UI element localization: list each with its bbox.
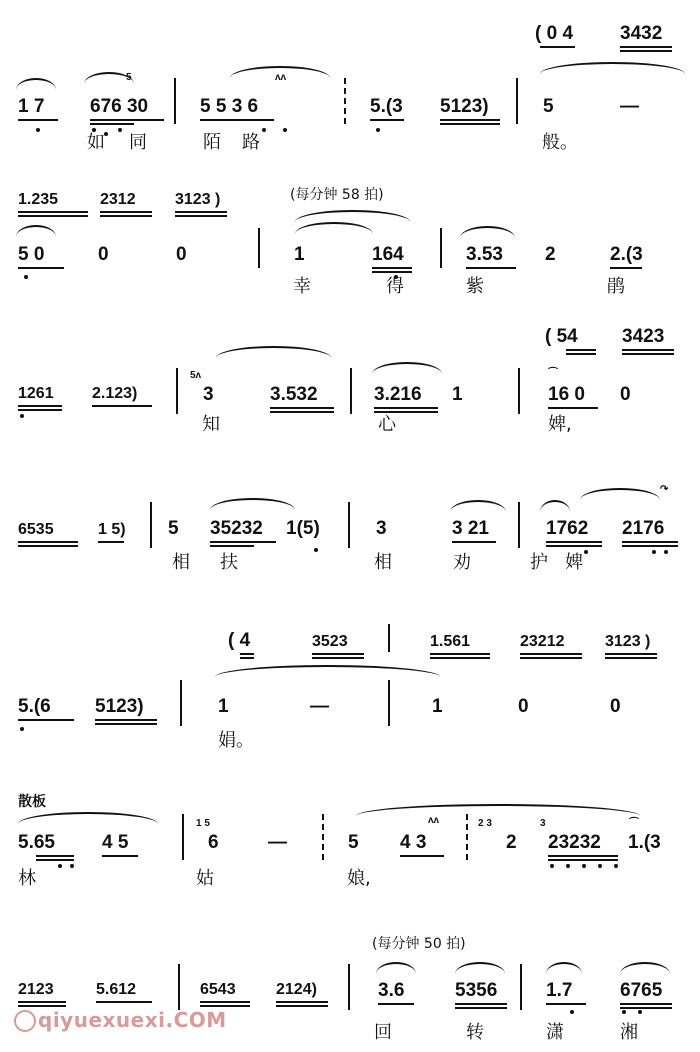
barline bbox=[388, 624, 390, 652]
melody-note: 164 bbox=[372, 244, 404, 265]
barline bbox=[520, 964, 522, 1010]
melody-note: 1261 bbox=[18, 385, 54, 402]
instrumental-note: 3432 bbox=[620, 23, 663, 44]
melody-note: 5.(3 bbox=[370, 96, 403, 117]
lyric: 鹃 bbox=[607, 276, 625, 297]
barline bbox=[180, 680, 182, 726]
barline bbox=[150, 502, 152, 548]
lyric: 护 bbox=[530, 552, 548, 573]
lyric: 娟。 bbox=[218, 730, 254, 751]
lyric: 回 bbox=[374, 1022, 392, 1043]
section-label-sanban: 散板 bbox=[18, 794, 46, 810]
lyric: 知 bbox=[202, 414, 220, 435]
lyric: 心 bbox=[378, 414, 396, 435]
barline bbox=[516, 78, 518, 124]
melody-note: 2.123) bbox=[92, 385, 138, 402]
barline bbox=[518, 502, 520, 548]
melody-note: 6765 bbox=[620, 980, 663, 1001]
watermark: qiyuexuexi.COM bbox=[38, 1008, 227, 1032]
melody-note: 1 bbox=[432, 696, 443, 717]
lyric: 姑 bbox=[196, 868, 214, 889]
melody-note: — bbox=[310, 696, 329, 717]
melody-note: 0 bbox=[610, 696, 621, 717]
melody-note: 5356 bbox=[455, 980, 498, 1001]
lyric: 般。 bbox=[542, 132, 578, 153]
melody-note: 5.65 bbox=[18, 832, 55, 853]
lyric: 林 bbox=[18, 868, 36, 889]
lyric: 得 bbox=[386, 276, 404, 297]
lyric: 婢 bbox=[565, 552, 583, 573]
instrumental-note: 2312 bbox=[100, 191, 136, 208]
melody-note: 5.612 bbox=[96, 981, 137, 998]
melody-note: 1(5) bbox=[286, 518, 320, 539]
melody-note: 1762 bbox=[546, 518, 589, 539]
instrumental-note: 3423 bbox=[622, 326, 665, 347]
melody-note: 6543 bbox=[200, 981, 236, 998]
melody-note: 2124) bbox=[276, 981, 317, 998]
tempo-marking: (每分钟 58 拍) bbox=[290, 187, 384, 203]
barline bbox=[178, 964, 180, 1010]
melody-note: 35232 bbox=[210, 518, 263, 539]
melody-note: 5 bbox=[543, 96, 554, 117]
instrumental-note: 1.561 bbox=[430, 633, 471, 650]
barline bbox=[388, 680, 390, 726]
melody-note: 2 bbox=[545, 244, 556, 265]
instrumental-note: ( 0 4 bbox=[535, 23, 574, 44]
lyric: 相 bbox=[374, 552, 392, 573]
melody-note: 5 bbox=[168, 518, 179, 539]
lyric: 相 bbox=[172, 552, 190, 573]
instrumental-note: 3123 ) bbox=[605, 633, 651, 650]
melody-note: 2123 bbox=[18, 981, 54, 998]
melody-note: 3 21 bbox=[452, 518, 489, 539]
barline bbox=[466, 814, 468, 860]
melody-note: — bbox=[620, 96, 639, 117]
barline bbox=[258, 228, 260, 268]
melody-note: 3.6 bbox=[378, 980, 405, 1001]
melody-note: 1 bbox=[452, 384, 463, 405]
melody-note: 16 0 bbox=[548, 384, 585, 405]
melody-note: 3.53 bbox=[466, 244, 503, 265]
melody-note: 0 bbox=[176, 244, 187, 265]
melody-note: 6535 bbox=[18, 521, 54, 538]
lyric: 娘, bbox=[347, 868, 371, 889]
barline bbox=[348, 502, 350, 548]
lyric: 潇 bbox=[546, 1022, 564, 1043]
melody-note: 1 bbox=[218, 696, 229, 717]
lyric: 陌 bbox=[203, 132, 221, 153]
barline bbox=[344, 78, 346, 124]
melody-note: 676 30 bbox=[90, 96, 149, 117]
melody-note: 3 bbox=[376, 518, 387, 539]
melody-note: 0 bbox=[98, 244, 109, 265]
melody-note: 5 0 bbox=[18, 244, 45, 265]
melody-note: 5123) bbox=[440, 96, 489, 117]
melody-note: 0 bbox=[518, 696, 529, 717]
barline bbox=[182, 814, 184, 860]
melody-note: 3.532 bbox=[270, 384, 318, 405]
melody-note: 1.(3 bbox=[628, 832, 661, 853]
lyric: 湘 bbox=[620, 1022, 638, 1043]
lyric: 路 bbox=[242, 132, 260, 153]
melody-note: 2.(3 bbox=[610, 244, 643, 265]
lyric: 同 bbox=[129, 132, 147, 153]
lyric: 劝 bbox=[453, 552, 471, 573]
barline bbox=[322, 814, 324, 860]
melody-note: 5 bbox=[348, 832, 359, 853]
lyric: 扶 bbox=[220, 552, 238, 573]
melody-note: 1 bbox=[294, 244, 305, 265]
melody-note: 4 3 bbox=[400, 832, 427, 853]
melody-note: 5.(6 bbox=[18, 696, 51, 717]
melody-note: 2176 bbox=[622, 518, 665, 539]
barline bbox=[348, 964, 350, 1010]
instrumental-note: 3523 bbox=[312, 633, 348, 650]
melody-note: — bbox=[268, 832, 287, 853]
melody-note: 1.7 bbox=[546, 980, 573, 1001]
melody-note: 1 5) bbox=[98, 521, 126, 538]
instrumental-note: ( 4 bbox=[228, 630, 251, 651]
melody-note: 2 bbox=[506, 832, 517, 853]
barline bbox=[174, 78, 176, 124]
barline bbox=[176, 368, 178, 414]
lyric: 幸 bbox=[293, 276, 311, 297]
melody-note: 6 bbox=[208, 832, 219, 853]
barline bbox=[440, 228, 442, 268]
barline bbox=[350, 368, 352, 414]
lyric: 婢, bbox=[548, 414, 572, 435]
instrumental-note: 1.235 bbox=[18, 191, 59, 208]
instrumental-note: 23212 bbox=[520, 633, 565, 650]
instrumental-note: 3123 ) bbox=[175, 191, 221, 208]
tempo-marking: (每分钟 50 拍) bbox=[372, 936, 466, 952]
lyric: 紫 bbox=[466, 276, 484, 297]
instrumental-note: ( 54 bbox=[545, 326, 578, 347]
score-page: ( 0 4 3432 5 ᴧᴧ 1 7 676 30 5 5 3 6 5.(3 5123) 5 — 如 同 陌 路 般。 1.235 2312 3123 ) (每分钟 58 拍) 5 0 0 0 1 164 3.53 2 2.(3 幸 得 紫 鹃 ( 54 3423 5ᴧ ⌒ 1261 2.123) 3 3.532 3.216 1 16 0 0 知 心 婢, ↷ 6535 1 5) 5 35232 1(5) 3 3 21 1762 2176 相 扶 相 劝 护 婢 ( 4 3523 1.561 23212 3123 ) 5.(6 5123) 1 — 1 0 0 娟。 散板 1 5 ᴧᴧ 2 3 3 ⌒ 5.65 4 5 6 — 5 4 3 2 23232 1.(3 林 姑 娘, (每分钟 50 拍) 2123 5.612 6543 2124) 3.6 5356 1.7 6765 回 转 潇 湘 qiyuexuexi.COM bbox=[0, 0, 700, 1052]
melody-note: 3 bbox=[203, 384, 214, 405]
melody-note: 0 bbox=[620, 384, 631, 405]
lyric: 转 bbox=[466, 1022, 484, 1043]
melody-note: 5123) bbox=[95, 696, 144, 717]
watermark-logo-icon bbox=[14, 1010, 36, 1032]
melody-note: 23232 bbox=[548, 832, 601, 853]
melody-note: 3.216 bbox=[374, 384, 422, 405]
barline bbox=[518, 368, 520, 414]
melody-note: 5 5 3 6 bbox=[200, 96, 259, 117]
melody-note: 4 5 bbox=[102, 832, 129, 853]
melody-note: 1 7 bbox=[18, 96, 45, 117]
lyric: 如 bbox=[87, 132, 105, 153]
